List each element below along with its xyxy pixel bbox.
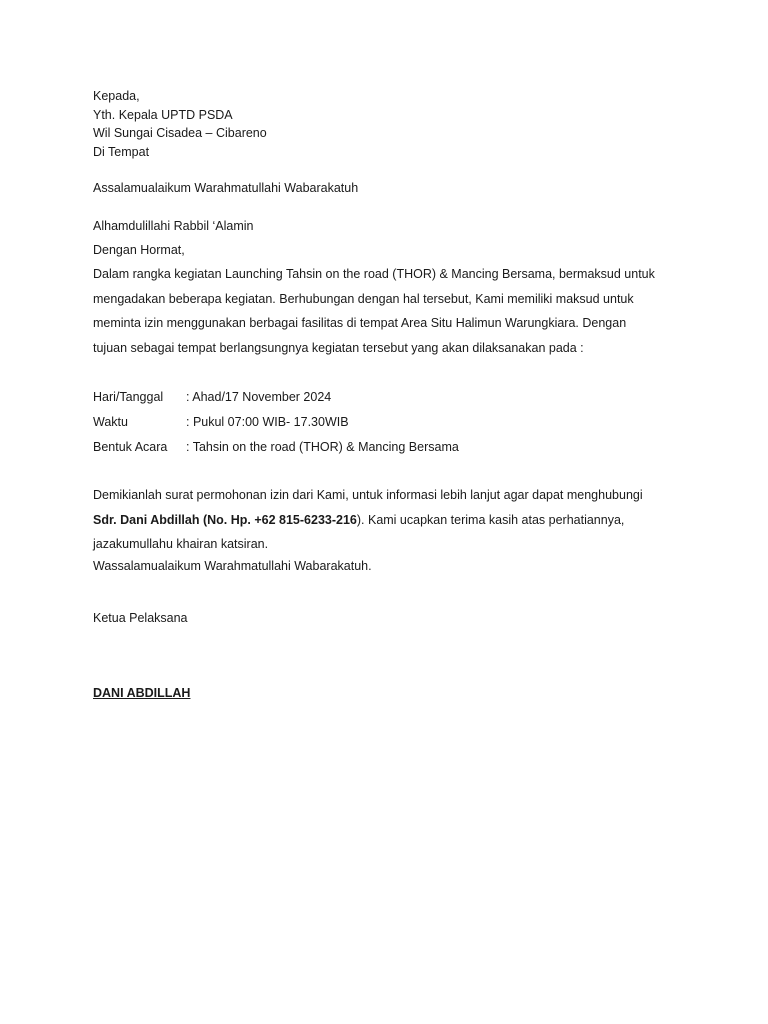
closing-contact-line (93, 508, 683, 533)
closing-line: jazakumullahu khairan katsiran. (93, 537, 269, 552)
body-line: mengadakan beberapa kegiatan. Berhubungan dengan hal tersebut, Kami memiliki maksud untuk (93, 291, 634, 306)
detail-row (93, 385, 683, 410)
recipient-line: Yth. Kepala UPTD PSDA (93, 107, 233, 122)
detail-value: : Pukul 07:00 WIB- 17.30WIB (186, 415, 349, 429)
recipient-line: Kepada, (93, 89, 140, 103)
detail-label: Hari/Tanggal (93, 390, 164, 404)
closing-paragraph (93, 483, 683, 582)
signatory-name: DANI ABDILLAH (93, 686, 191, 700)
body-paragraph (93, 262, 683, 361)
detail-row (93, 410, 683, 435)
contact-name: Sdr. Dani Abdillah (No. Hp. +62 815-6233-216 (93, 512, 357, 527)
detail-label: Bentuk Acara (93, 440, 168, 454)
recipient-line: Wil Sungai Cisadea – Cibareno (93, 126, 267, 140)
closing-salam: Wassalamualaikum Warahmatullahi Wabarakatuh. (93, 559, 372, 574)
closing-line: Demikianlah surat permohonan izin dari Kami, untuk informasi lebih lanjut agar dapat menghubungi (93, 488, 643, 502)
body-line: Dalam rangka kegiatan Launching Tahsin on the road (THOR) & Mancing Bersama, bermaksud untuk (93, 267, 655, 281)
opening-block (93, 217, 683, 265)
opening-line: Alhamdulillahi Rabbil ‘Alamin (93, 219, 254, 233)
event-details (93, 385, 683, 460)
detail-value: : Tahsin on the road (THOR) & Mancing Bersama (186, 440, 459, 454)
detail-label: Waktu (93, 415, 128, 429)
signature-title (93, 609, 683, 628)
greeting-text: Assalamualaikum Warahmatullahi Wabarakatuh (93, 181, 359, 195)
detail-row (93, 435, 683, 460)
body-line: tujuan sebagai tempat berlangsungnya kegiatan tersebut yang akan dilaksanakan pada : (93, 341, 584, 356)
opening-line: Dengan Hormat, (93, 243, 185, 257)
closing-thanks: ). Kami ucapkan terima kasih atas perhatiannya, (356, 512, 625, 527)
body-line: meminta izin menggunakan berbagai fasilitas di tempat Area Situ Halimun Warungkiara. Dengan (93, 316, 627, 331)
signature-name (93, 684, 683, 703)
detail-value: : Ahad/17 November 2024 (186, 390, 332, 404)
signature-title-text: Ketua Pelaksana (93, 611, 188, 625)
recipient-line: Di Tempat (93, 144, 150, 159)
recipient-block (93, 87, 683, 161)
greeting (93, 179, 683, 198)
